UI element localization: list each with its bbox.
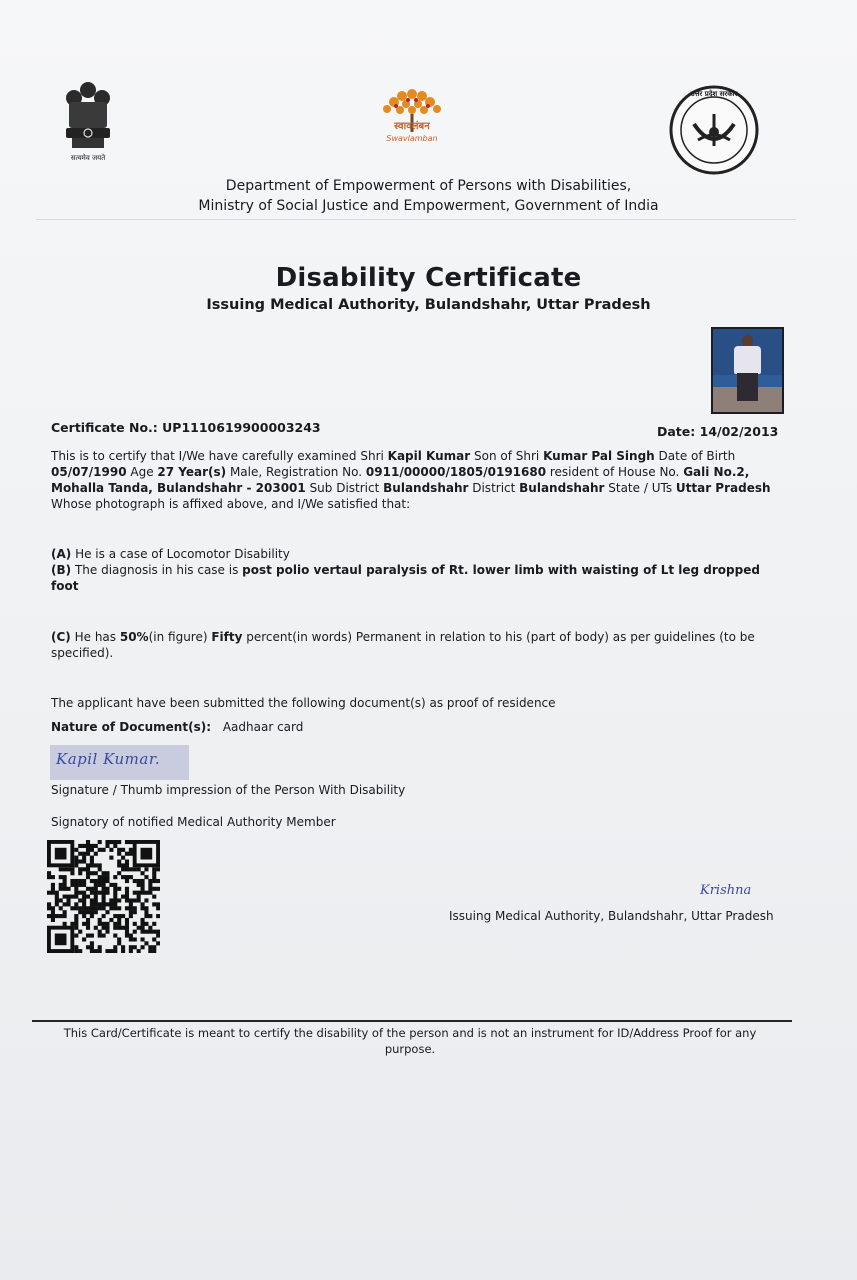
swavlamban-script: Swavlamban [386,134,438,143]
certificate-date-label: Date: [657,424,696,439]
certificate-title: Disability Certificate [275,263,582,293]
district: Bulandshahr [519,481,605,495]
finding-b: (B) The diagnosis in his case is post polio vertaul paralysis of Rt. lower limb with waisting of Lt leg dropped foot [51,563,760,593]
state: Uttar Pradesh [675,481,771,495]
document-nature [51,720,303,734]
certificate-date [657,424,778,439]
header-divider [36,219,796,220]
certification-paragraph: This is to certify that I/We have carefully examined Shri Kapil Kumar Son of Shri Kumar Pal Singh Date of Birth 05/07/1990 Age 27 Year(s) Male, Registration No. 0911/00000/1805/0191680 resident of House No. Gali No.2, Mohalla Tanda, Bulandshahr - 203001 Sub District Bulandshahr District Bulandshahr State / UTs Uttar Pradesh Whose photograph is affixed above, and I/We satisfied that: [51,449,771,511]
qr-finder-center [55,934,67,946]
document-nature-label: Nature of Document(s): [51,720,211,734]
footer-divider [32,1020,792,1022]
applicant-signature-label: Signature / Thumb impression of the Person With Disability [51,783,406,797]
date-of-birth: 05/07/1990 [51,465,127,479]
sub-district: Bulandshahr [383,481,469,495]
applicant-signature: Kapil Kumar. [56,750,161,768]
certificate-number-value: UP1110619900003243 [162,420,321,435]
swavlamban-logo [372,84,452,154]
address: Gali No.2, Mohalla Tanda, Bulandshahr - 203001 [51,465,750,495]
emblem-caption: सत्यमेव जयते [70,154,106,162]
department-line-2: Ministry of Social Justice and Empowerment, Government of India [198,198,659,214]
up-government-seal-logo [668,84,760,176]
authority-label: Issuing Medical Authority, Bulandshahr, Uttar Pradesh [449,909,774,923]
disability-percent: 50% [119,630,149,644]
applicant-photo [711,327,784,414]
residence-proof-text: The applicant have been submitted the following document(s) as proof of residence [51,696,556,710]
up-seal-text: उत्तर प्रदेश सरकार [690,90,738,98]
qr-finder-center [55,848,67,860]
certificate-date-value: 14/02/2013 [699,424,779,439]
father-name: Kumar Pal Singh [543,449,655,463]
swavlamban-text: स्वावलंबन [394,121,430,132]
footer-disclaimer: This Card/Certificate is meant to certify the disability of the person and is not an instrument for ID/Address Proof for any purpose. [63,1026,757,1056]
diagnosis: post polio vertaul paralysis of Rt. lower limb with waisting of Lt leg dropped foot [51,563,760,593]
age: 27 Year(s) [157,465,227,479]
document-nature-value: Aadhaar card [222,720,304,734]
finding-a: (A) He is a case of Locomotor Disability [51,547,290,561]
qr-code [47,840,160,953]
certificate-subtitle: Issuing Medical Authority, Bulandshahr, Uttar Pradesh [206,297,651,313]
applicant-name: Kapil Kumar [387,449,471,463]
registration-number: 0911/00000/1805/0191680 [365,465,547,479]
finding-c: (C) He has 50%(in figure) Fifty percent(in words) Permanent in relation to his (part of body) as per guidelines (to be specified). [51,630,755,660]
national-emblem-logo [60,78,116,168]
department-line-1: Department of Empowerment of Persons with Disabilities, [225,178,632,194]
signatory-label: Signatory of notified Medical Authority Member [51,815,336,829]
qr-finder-center [141,848,153,860]
certificate-number [51,420,321,435]
certificate-number-label: Certificate No.: [51,420,158,435]
authority-signature: Krishna [700,883,752,898]
disability-percent-words: Fifty [211,630,243,644]
